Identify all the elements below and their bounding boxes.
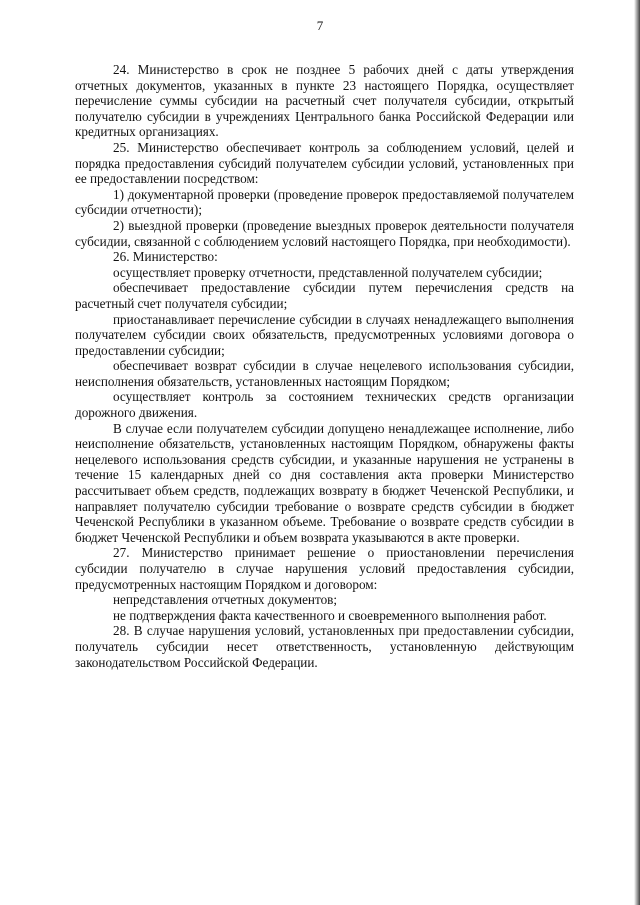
paragraph-violation: В случае если получателем субсидии допущено ненадлежащее исполнение, либо неисполнение обязательств, установленных настоящим Порядком, обнаружены факты нецелевого использования средств субсидии, и указанные нарушения не устранены в течение 15 календарных дней со дня составления акта проверки Министерство рассчитывает объем средств, подлежащих возврату в бюджет Чеченской Республики, и направляет получателю субсидии требование о возврате средств субсидии в бюджет Чеченской Республики в указанном объеме. Требование о возврате средств субсидии в бюджет Чеченской Республики и объем возврата указываются в акте проверки. [75,420,574,545]
paragraph-26-item-1: осуществляет проверку отчетности, представленной получателем субсидии; [113,264,543,280]
paragraph-25-item-2: 2) выездной проверки (проведение выездных проверок деятельности получателя субсидии, связанной с соблюдением условий настоящего Порядка, при необходимости). [75,217,574,249]
paragraph-24: 24. Министерство в срок не позднее 5 рабочих дней с даты утверждения отчетных документов, указанных в пункте 23 настоящего Порядка, осуществляет перечисление суммы субсидии на расчетный счет получателя субсидии, открытый получателю субсидии в учреждениях Центрального банка Российской Федерации или кредитных организациях. [75,62,574,140]
paragraph-27: 27. Министерство принимает решение о приостановлении перечисления субсидии получателю в случае нарушения условий предоставления субсидии, предусмотренных настоящим Порядком и договором: [75,545,574,592]
document-body [75,62,574,670]
paragraph-26-item-3: приостанавливает перечисление субсидии в случаях ненадлежащего выполнения получателем субсидии своих обязательств, предусмотренных условиями договора о предоставлении субсидии; [75,311,574,358]
paragraph-25-item-1: 1) документарной проверки (проведение проверок предоставляемой получателем субсидии отчетности); [75,186,574,218]
paragraph-27-item-1: непредставления отчетных документов; [113,592,338,608]
paragraph-26-item-2: обеспечивает предоставление субсидии путем перечисления средств на расчетный счет получателя субсидии; [75,280,574,311]
paragraph-27-item-2: не подтверждения факта качественного и своевременного выполнения работ. [113,607,547,623]
paragraph-25: 25. Министерство обеспечивает контроль за соблюдением условий, целей и порядка предоставления субсидий получателем субсидии условий, установленных при ее предоставлении посредством: [75,139,574,187]
paragraph-26-item-5: осуществляет контроль за состоянием технических средств организации дорожного движения. [75,389,574,421]
page-number: 7 [316,18,324,33]
paragraph-28: 28. В случае нарушения условий, установленных при предоставлении субсидии, получатель субсидии несет ответственность, установленную действующим законодательством Российской Федерации. [75,623,574,670]
paragraph-26: 26. Министерство: [113,249,218,265]
paragraph-26-item-4: обеспечивает возврат субсидии в случае нецелевого использования субсидии, неисполнения обязательств, установленных настоящим Порядком; [75,358,574,389]
scan-edge-shadow [634,0,640,905]
